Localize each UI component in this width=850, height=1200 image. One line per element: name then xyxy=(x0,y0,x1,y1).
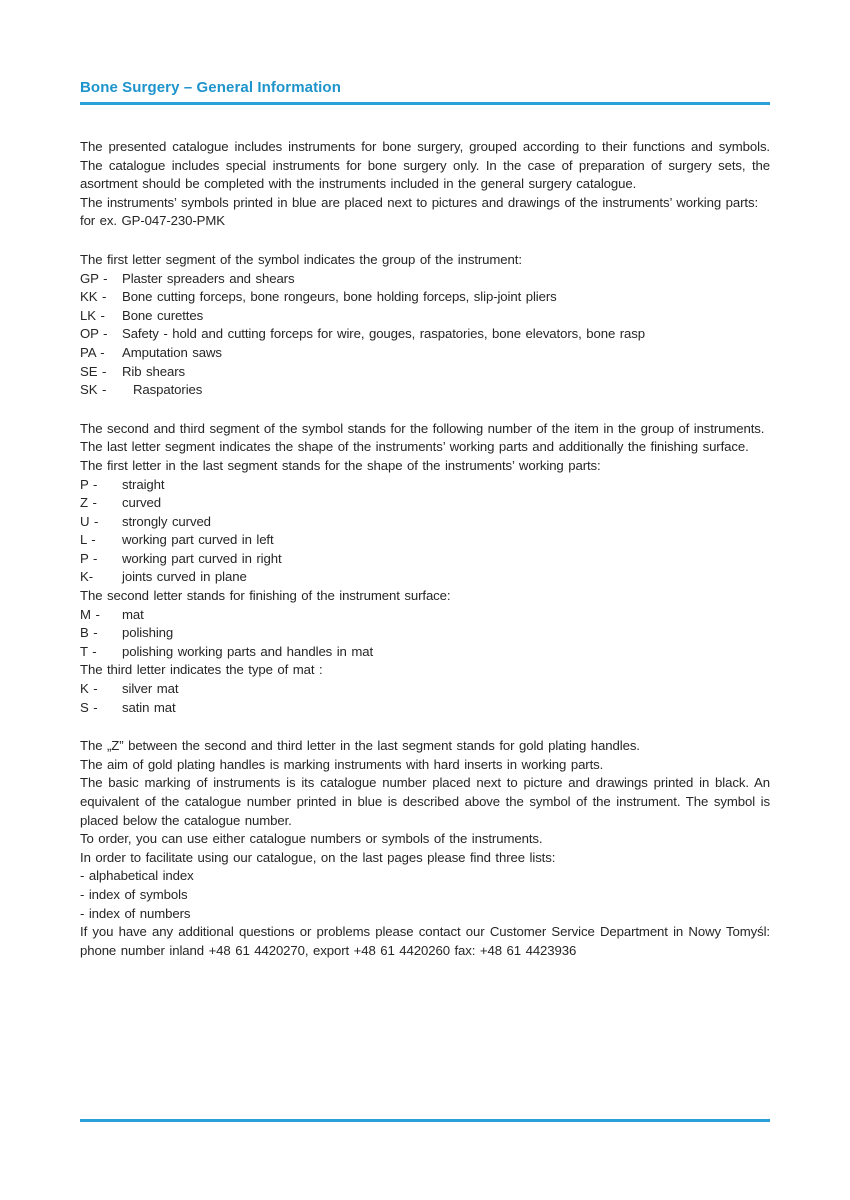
definition-code: OP - xyxy=(80,326,108,342)
paragraph: The second letter stands for finishing of the instrument surface: xyxy=(80,588,451,604)
page-header xyxy=(80,80,770,105)
definition-text: silver mat xyxy=(122,681,179,697)
definition-text: strongly curved xyxy=(122,513,211,529)
definition-code: SK - xyxy=(80,382,107,398)
paragraph: - index of symbols xyxy=(80,886,188,902)
definition-text: Bone cutting forceps, bone rongeurs, bone holding forceps, slip-joint pliers xyxy=(122,289,557,305)
definition-code: SE - xyxy=(80,363,107,379)
definition-code: M - xyxy=(80,606,100,622)
definition-text: Raspatories xyxy=(133,382,203,398)
definition-text: Plaster spreaders and shears xyxy=(122,270,295,286)
paragraph: The „Z” between the second and third letter in the last segment stands for gold plating handles. xyxy=(80,738,640,754)
definition-row xyxy=(80,699,770,718)
paragraph-spacer xyxy=(80,717,770,737)
paragraph: The aim of gold plating handles is marking instruments with hard inserts in working parts. xyxy=(80,756,604,772)
definition-text: joints curved in plane xyxy=(122,569,247,585)
definition-row xyxy=(80,680,770,699)
definition-code: B - xyxy=(80,625,98,641)
paragraph: If you have any additional questions or problems please contact our Customer Service Department in Nowy Tomyśl: phone number inland +48 61 4420270, export +48 61 4420260 fax: +48 61 4423936 xyxy=(80,924,770,958)
page-title: Bone Surgery – General Information xyxy=(80,79,341,96)
paragraph: - alphabetical index xyxy=(80,868,194,884)
definition-code: K- xyxy=(80,569,93,585)
content xyxy=(80,138,770,960)
paragraph: The presented catalogue includes instruments for bone surgery, grouped according to their functions and symbols. The catalogue includes special instruments for bone surgery only. In the case of preparation of surgery sets, the asortment should be completed with the instruments included in the general surgery catalogue. xyxy=(80,139,770,192)
paragraph: - index of numbers xyxy=(80,905,191,921)
definition-row xyxy=(80,307,770,326)
definition-row xyxy=(80,494,770,513)
definition-text: working part curved in right xyxy=(122,550,282,566)
paragraph: To order, you can use either catalogue numbers or symbols of the instruments. xyxy=(80,831,543,847)
paragraph: for ex. GP-047-230-PMK xyxy=(80,213,225,229)
definition-code: S - xyxy=(80,699,98,715)
definition-row xyxy=(80,270,770,289)
definition-row xyxy=(80,344,770,363)
definition-text: working part curved in left xyxy=(122,532,274,548)
definition-text: Safety - hold and cutting forceps for wire, gouges, raspatories, bone elevators, bone rasp xyxy=(122,326,646,342)
definition-text: Rib shears xyxy=(122,363,186,379)
definition-code: K - xyxy=(80,681,98,697)
definition-row xyxy=(80,568,770,587)
definition-row xyxy=(80,624,770,643)
definition-row xyxy=(80,325,770,344)
definition-row xyxy=(80,643,770,662)
paragraph: The last letter segment indicates the shape of the instruments’ working parts and additionally the finishing surface. xyxy=(80,439,749,455)
definition-code: GP - xyxy=(80,270,108,286)
definition-code: P - xyxy=(80,476,98,492)
definition-row xyxy=(80,363,770,382)
paragraph-spacer xyxy=(80,400,770,420)
definition-row xyxy=(80,531,770,550)
paragraph: The first letter in the last segment stands for the shape of the instruments’ working parts: xyxy=(80,457,601,473)
definition-code: L - xyxy=(80,532,96,548)
definition-code: U - xyxy=(80,513,99,529)
title-rule xyxy=(80,102,770,105)
paragraph: The basic marking of instruments is its catalogue number placed next to picture and drawings printed in black. An equivalent of the catalogue number printed in blue is described above the symbol of the instrument. The symbol is placed below the catalogue number. xyxy=(80,775,770,828)
paragraph: The second and third segment of the symbol stands for the following number of the item in the group of instruments. xyxy=(80,420,765,436)
definition-text: Bone curettes xyxy=(122,307,204,323)
definition-text: polishing xyxy=(122,625,174,641)
definition-code: LK - xyxy=(80,307,105,323)
paragraph-spacer xyxy=(80,231,770,251)
definition-row xyxy=(80,513,770,532)
definition-code: PA - xyxy=(80,344,105,360)
definition-text: mat xyxy=(122,606,144,622)
paragraph: In order to facilitate using our catalogue, on the last pages please find three lists: xyxy=(80,849,556,865)
definition-row xyxy=(80,476,770,495)
paragraph: The instruments’ symbols printed in blue are placed next to pictures and drawings of the instruments’ working parts: xyxy=(80,194,759,210)
paragraph: The first letter segment of the symbol indicates the group of the instrument: xyxy=(80,251,522,267)
definition-row xyxy=(80,381,770,400)
definition-code: T - xyxy=(80,643,97,659)
footer-rule xyxy=(80,1119,770,1122)
definition-code: Z - xyxy=(80,495,97,511)
definition-text: straight xyxy=(122,476,165,492)
definition-code: P - xyxy=(80,550,98,566)
definition-text: polishing working parts and handles in mat xyxy=(122,643,374,659)
definition-row xyxy=(80,288,770,307)
definition-text: satin mat xyxy=(122,699,176,715)
definition-text: Amputation saws xyxy=(122,344,222,360)
definition-code: KK - xyxy=(80,289,107,305)
definition-row xyxy=(80,550,770,569)
definition-text: curved xyxy=(122,495,161,511)
definition-row xyxy=(80,606,770,625)
paragraph: The third letter indicates the type of mat : xyxy=(80,662,323,678)
